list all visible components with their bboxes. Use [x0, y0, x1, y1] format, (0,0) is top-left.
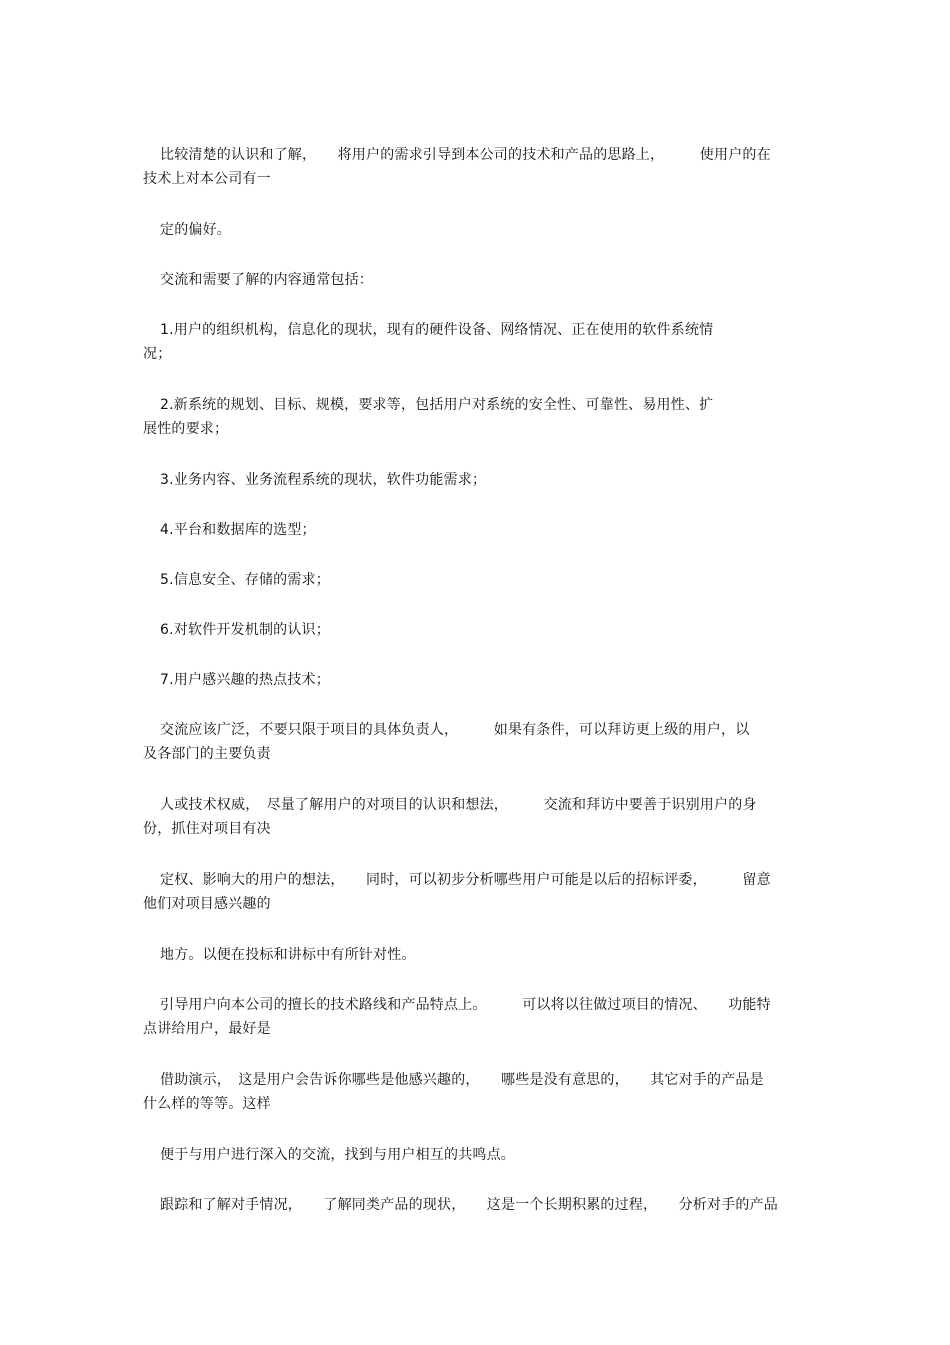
text-line: 4.平台和数据库的选型；: [160, 522, 316, 538]
text-line: 什么样的等等。这样: [143, 1096, 271, 1112]
text-line: 6.对软件开发机制的认识；: [160, 622, 330, 638]
text-line: 5.信息安全、存储的需求；: [160, 572, 330, 588]
text-line: 地方。以便在投标和讲标中有所针对性。: [160, 947, 416, 963]
text-line: 比较清楚的认识和了解， 将用户的需求引导到本公司的技术和产品的思路上， 使用户的在: [160, 147, 771, 163]
text-line: 定权、影响大的用户的想法， 同时，可以初步分析哪些用户可能是以后的招标评委， 留意: [160, 872, 771, 888]
text-line: 交流和需要了解的内容通常包括：: [160, 272, 373, 288]
text-line: 借助演示， 这是用户会告诉你哪些是他感兴趣的， 哪些是没有意思的， 其它对手的产品是: [160, 1072, 764, 1088]
text-line: 2.新系统的规划、目标、规模，要求等，包括用户对系统的安全性、可靠性、易用性、扩: [160, 397, 714, 413]
text-line: 3.业务内容、业务流程系统的现状，软件功能需求；: [160, 472, 487, 488]
text-line: 人或技术权威， 尽量了解用户的对项目的认识和想法， 交流和拜访中要善于识别用户的身: [160, 797, 757, 813]
text-line: 及各部门的主要负责: [143, 746, 271, 762]
text-line: 份，抓住对项目有决: [143, 821, 271, 837]
text-line: 便于与用户进行深入的交流，找到与用户相互的共鸣点。: [160, 1147, 515, 1163]
text-line: 跟踪和了解对手情况， 了解同类产品的现状， 这是一个长期积累的过程， 分析对手的产品: [160, 1197, 778, 1213]
text-line: 况；: [143, 346, 172, 362]
text-line: 展性的要求；: [143, 421, 229, 437]
text-line: 点讲给用户，最好是: [143, 1021, 271, 1037]
text-line: 他们对项目感兴趣的: [143, 896, 271, 912]
text-line: 7.用户感兴趣的热点技术；: [160, 672, 330, 688]
text-line: 引导用户向本公司的擅长的技术路线和产品特点上。 可以将以往做过项目的情况、 功能特: [160, 997, 771, 1013]
text-line: 定的偏好。: [160, 222, 231, 238]
text-line: 技术上对本公司有一: [143, 171, 271, 187]
text-line: 1.用户的组织机构，信息化的现状，现有的硬件设备、网络情况、正在使用的软件系统情: [160, 322, 714, 338]
text-line: 交流应该广泛，不要只限于项目的具体负责人， 如果有条件，可以拜访更上级的用户，以: [160, 722, 750, 738]
